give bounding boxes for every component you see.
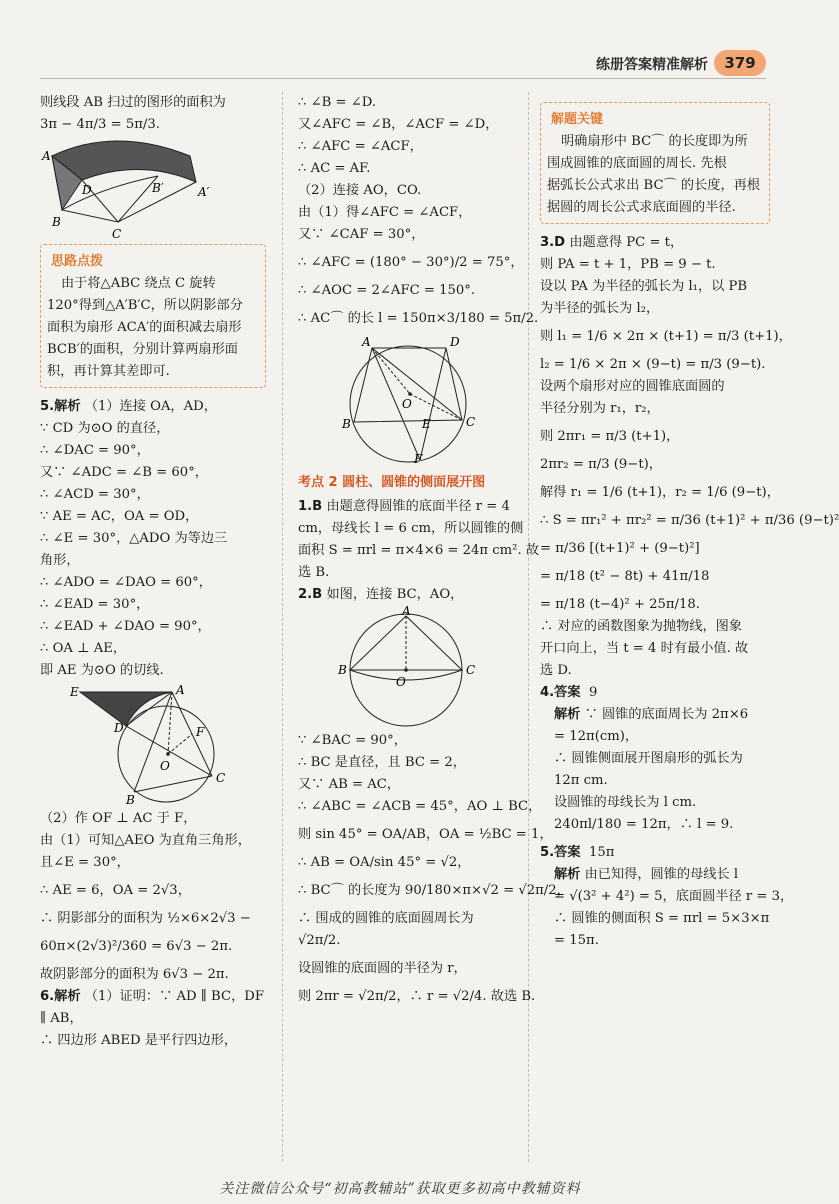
point-label: D [82, 183, 92, 197]
point-label: A [176, 683, 185, 697]
question-number: 5.解析 [40, 399, 81, 414]
text-line: ∴ 围成的圆锥的底面圆周长为 [298, 911, 474, 926]
question-number: 4.答案 [540, 685, 581, 700]
text-line: = π/18 (t−4)² + 25π/18. [540, 597, 700, 612]
point-label: B [338, 663, 347, 677]
text-line: 60π×(2√3)²/360 = 6√3 − 2π. [40, 939, 233, 954]
point-label: B [342, 417, 351, 431]
text-line: ∴ 圆锥侧面展开图扇形的弧长为 [554, 751, 743, 766]
hint-box-title: 思路点拨 [47, 251, 107, 273]
text-line: ∵ ∠BAC = 90°， [298, 733, 407, 748]
text-line: ∴ AB = OA/sin 45° = √2， [298, 855, 471, 870]
point-label: A′ [198, 185, 210, 199]
text-line: （1）连接 OA，AD， [84, 399, 217, 414]
text-line: 角形， [40, 553, 80, 568]
text-line: 则 PA = t + 1，PB = 9 − t. [540, 257, 716, 272]
text-line: ∴ AC⌒ 的长 l = 150π×3/180 = 5π/2. [298, 311, 539, 326]
text-line: ∵ AE = AC，OA = OD， [40, 509, 199, 524]
point-label: C [216, 771, 226, 785]
text-line: 半径分别为 r₁，r₂， [540, 401, 660, 416]
text-line: ∴ ∠DAC = 90°， [40, 443, 150, 458]
text-line: = π/18 (t² − 8t) + 41π/18 [540, 569, 710, 584]
text-line: ∴ AC = AF. [298, 161, 371, 176]
text-line: 由于将△ABC 绕点 C 旋转 [61, 276, 216, 291]
question-number: 6.解析 [40, 989, 81, 1004]
figure-inscribed-quadrilateral [298, 332, 498, 464]
text-line: 如图，连接 BC，AO， [326, 587, 464, 602]
text-line: l₂ = 1/6 × 2π × (9−t) = π/3 (9−t). [540, 357, 766, 372]
point-label: D [114, 721, 124, 735]
point-label: C [112, 227, 122, 241]
text-line: 2πr₂ = π/3 (9−t)， [540, 457, 662, 472]
text-line: 据圆的周长公式求底面圆的半径. [547, 200, 736, 215]
text-line: ∴ ∠EAD = 30°， [40, 597, 150, 612]
text-line: （2）作 OF ⊥ AC 于 F， [40, 811, 197, 826]
point-label: D [450, 335, 460, 349]
point-label: C [466, 663, 476, 677]
text-line: ∴ 圆锥的侧面积 S = πrl = 5×3×π [554, 911, 770, 926]
text-line: 则 l₁ = 1/6 × 2π × (t+1) = π/3 (t+1)， [540, 329, 792, 344]
point-label: O [396, 675, 406, 689]
text-line: ∴ ∠B = ∠D. [298, 95, 377, 110]
text-line: 据弧长公式求出 BC⌒ 的长度，再根 [547, 178, 761, 193]
text-line: ∴ ∠E = 30°，△ADO 为等边三 [40, 531, 228, 546]
figure-circle-right-triangle [298, 604, 498, 728]
question-number: 5.答案 [540, 845, 581, 860]
text-line: ∴ ∠ABC = ∠ACB = 45°，AO ⊥ BC， [298, 799, 542, 814]
figure-sector-rotation [40, 138, 240, 240]
point-label: B′ [152, 181, 164, 195]
text-line: ∴ ∠ACD = 30°， [40, 487, 150, 502]
key-point-title: 解题关键 [547, 109, 607, 131]
header-title: 练册答案精准解析 [596, 57, 708, 73]
section-title: 考点 2 圆柱、圆锥的侧面展开图 [298, 475, 486, 490]
page-number-badge: 379 [714, 50, 766, 76]
text-line: ∵ 圆锥的底面周长为 2π×6 [584, 707, 749, 722]
text-line: 且∠E = 30°， [40, 855, 130, 870]
text-line: 故阴影部分的面积为 6√3 − 2π. [40, 967, 229, 982]
text-line: 由已知得，圆锥的母线长 l [584, 867, 739, 882]
text-line: 选 D. [540, 663, 572, 678]
text-line: 则 2πr = √2π/2，∴ r = √2/4. 故选 B. [298, 989, 536, 1004]
text-line: ∵ CD 为⊙O 的直径， [40, 421, 170, 436]
text-line: 则 sin 45° = OA/AB，OA = ½BC = 1， [298, 827, 553, 842]
text-line: ∴ ∠EAD + ∠DAO = 90°， [40, 619, 211, 634]
point-label: E [70, 685, 79, 699]
text-line: 由题意得圆锥的底面半径 r = 4 [326, 499, 510, 514]
text-line: 由（1）可知△AEO 为直角三角形， [40, 833, 251, 848]
question-number: 3.D [540, 235, 566, 250]
text-line: 设以 PA 为半径的弧长为 l₁，以 PB [540, 279, 748, 294]
text-line: （1）证明：∵ AD ∥ BC，DF [84, 989, 264, 1004]
text-line: 为半径的弧长为 l₂， [540, 301, 660, 316]
answer-value: 15π [588, 845, 615, 860]
point-label: A [362, 335, 371, 349]
text-line: 面积为扇形 ACA′的面积减去扇形 [47, 320, 242, 335]
hint-box [40, 244, 266, 388]
text-line: ∴ ∠AFC = (180° − 30°)/2 = 75°， [298, 255, 524, 270]
text-line: 积，再计算其差即可. [47, 364, 170, 379]
text-line: ∴ OA ⊥ AE， [40, 641, 127, 656]
text-line: = 12π(cm)， [554, 729, 639, 744]
text-line: 则 2πr₁ = π/3 (t+1)， [540, 429, 680, 444]
column-left [40, 92, 266, 1052]
point-label: O [402, 397, 412, 411]
text-line: cm，母线长 l = 6 cm，所以圆锥的侧 [298, 521, 524, 536]
text-line: = π/36 [(t+1)² + (9−t)²] [540, 541, 700, 556]
text-line: = √(3² + 4²) = 5，底面圆半径 r = 3， [554, 889, 794, 904]
page-header [0, 44, 800, 86]
question-number: 1.B [298, 499, 323, 514]
text-line: 120°得到△A′B′C，所以阴影部分 [47, 298, 243, 313]
point-label: A [402, 604, 411, 618]
text-line: 即 AE 为⊙O 的切线. [40, 663, 164, 678]
header-rule [40, 78, 766, 79]
text-line: 又∵ ∠ADC = ∠B = 60°， [40, 465, 208, 480]
text-line: 12π cm. [554, 773, 608, 788]
answer-value: 9 [588, 685, 598, 700]
text-line: 面积 S = πrl = π×4×6 = 24π cm². 故 [298, 543, 540, 558]
text-line: ∴ 四边形 ABED 是平行四边形， [40, 1033, 238, 1048]
question-number: 2.B [298, 587, 323, 602]
point-label: E [422, 417, 431, 431]
text-line: ∴ ∠AOC = 2∠AFC = 150°. [298, 283, 476, 298]
point-label: A [42, 149, 51, 163]
text-line: √2π/2. [298, 933, 341, 948]
point-label: F [196, 725, 205, 739]
text-line: 由（1）得∠AFC = ∠ACF， [298, 205, 472, 220]
text-line: = 15π. [554, 933, 599, 948]
text-line: ∴ ∠ADO = ∠DAO = 60°， [40, 575, 212, 590]
text-line: ∴ 阴影部分的面积为 ½×6×2√3 − [40, 911, 251, 926]
text-line: ∴ 对应的函数图象为抛物线，图象 [540, 619, 743, 634]
text-line: 设圆锥的母线长为 l cm. [554, 795, 697, 810]
text-line: 又∵ AB = AC， [298, 777, 401, 792]
column-divider [282, 92, 283, 1162]
analysis-label: 解析 [554, 867, 581, 882]
text-line: 3π − 4π/3 = 5π/3. [40, 117, 160, 132]
point-label: B [126, 793, 135, 807]
text-line: 则线段 AB 扫过的图形的面积为 [40, 95, 226, 110]
text-line: ∴ ∠AFC = ∠ACF， [298, 139, 423, 154]
point-label: B [52, 215, 61, 229]
text-line: 明确扇形中 BC⌒ 的长度即为所 [561, 134, 748, 149]
point-label: O [160, 759, 170, 773]
text-line: ∥ AB， [40, 1011, 83, 1026]
text-line: 又∠AFC = ∠B，∠ACF = ∠D， [298, 117, 499, 132]
text-line: 开口向上，当 t = 4 时有最小值. 故 [540, 641, 749, 656]
text-line: 选 B. [298, 565, 330, 580]
text-line: 设圆锥的底面圆的半径为 r， [298, 961, 467, 976]
text-line: 设两个扇形对应的圆锥底面圆的 [540, 379, 725, 394]
text-line: ∴ S = πr₁² + πr₂² = π/36 (t+1)² + π/36 (9−t)² [540, 513, 839, 528]
column-right [540, 92, 839, 952]
text-line: BCB′的面积，分别计算两扇形面 [47, 342, 238, 357]
point-label: F [414, 452, 423, 466]
key-point-box [540, 102, 770, 224]
text-line: 又∵ ∠CAF = 30°， [298, 227, 425, 242]
text-line: 由题意得 PC = t， [569, 235, 684, 250]
text-line: ∴ AE = 6，OA = 2√3， [40, 883, 191, 898]
analysis-label: 解析 [554, 707, 581, 722]
text-line: （2）连接 AO，CO. [298, 183, 422, 198]
text-line: ∴ BC⌒ 的长度为 90/180×π×√2 = √2π/2， [298, 883, 570, 898]
text-line: ∴ BC 是直径，且 BC = 2， [298, 755, 466, 770]
text-line: 围成圆锥的底面圆的周长. 先根 [547, 156, 727, 171]
text-line: 240πl/180 = 12π，∴ l = 9. [554, 817, 734, 832]
text-line: 解得 r₁ = 1/6 (t+1)，r₂ = 1/6 (9−t)， [540, 485, 780, 500]
figure-circle-tangent [40, 684, 240, 806]
footer-note: 关注微信公众号“初高教辅站”获取更多初高中教辅资料 [219, 1181, 581, 1197]
point-label: C [466, 415, 476, 429]
